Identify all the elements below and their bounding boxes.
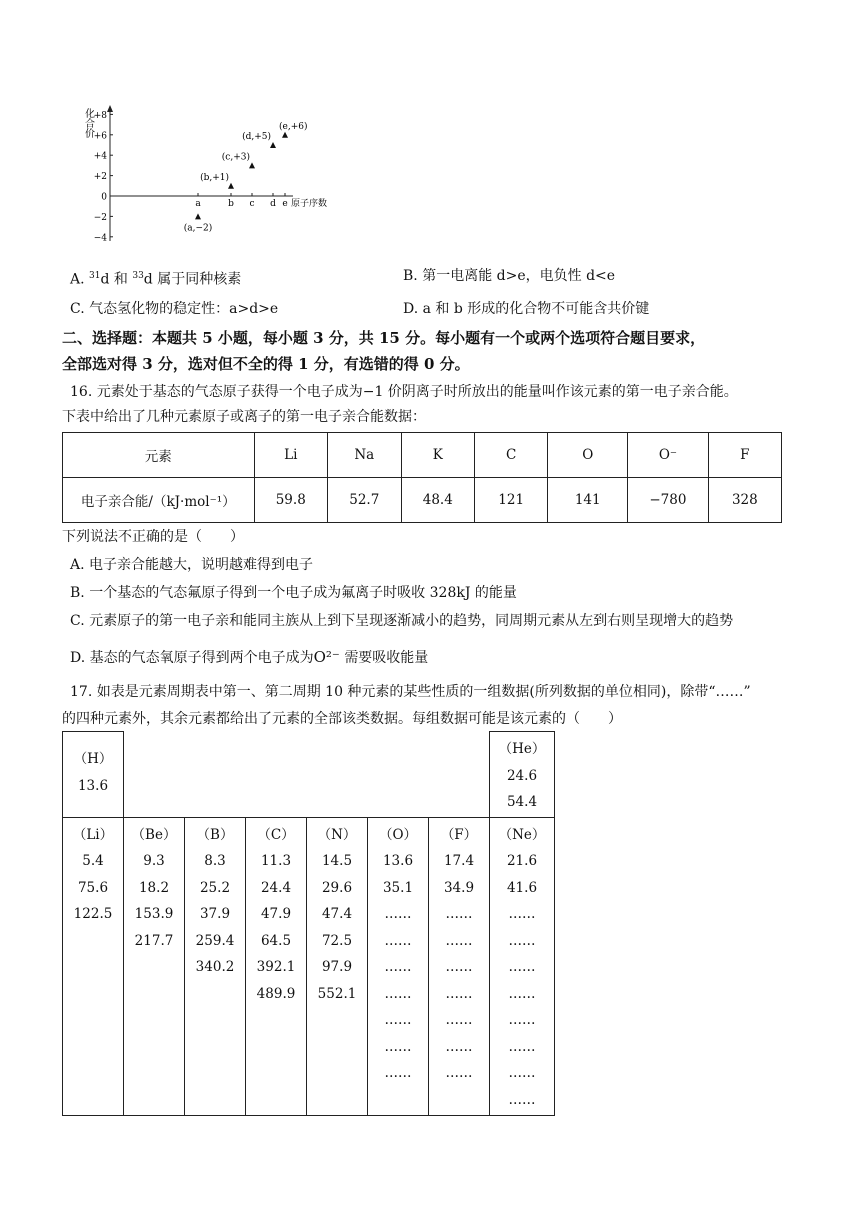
affinity-table bbox=[62, 432, 782, 523]
table-value: …… bbox=[508, 932, 536, 949]
table-value: …… bbox=[384, 1038, 412, 1055]
table-value: 34.9 bbox=[443, 879, 475, 896]
table-cell: 59.8 bbox=[254, 478, 328, 523]
table-value: 153.9 bbox=[134, 906, 174, 922]
table-value: （Ne） bbox=[498, 826, 546, 843]
table-value: …… bbox=[445, 1065, 473, 1081]
table-cell: Li bbox=[254, 433, 328, 478]
section-heading-line2: 全部选对得 3 分，选对但不全的得 1 分，有选错的得 0 分。 bbox=[62, 355, 470, 373]
q17-stem-line2: 的四种元素外，其余元素都给出了元素的全部该类数据。每组数据可能是该元素的（ ） bbox=[62, 711, 622, 727]
table-value: …… bbox=[508, 1091, 536, 1108]
table-value: …… bbox=[508, 1065, 536, 1081]
table-value: …… bbox=[508, 906, 536, 922]
table-value: 14.5 bbox=[321, 853, 353, 869]
table-row-label: 电子亲合能/（kJ·mol⁻¹） bbox=[63, 478, 255, 523]
table-header-label: 元素 bbox=[63, 433, 255, 478]
q17-stem-line1: 17. 如表是元素周期表中第一、第二周期 10 种元素的某些性质的一组数据(所列数据的单位相同)，除带“……” bbox=[70, 684, 751, 700]
table-gap bbox=[124, 732, 490, 818]
q15-option-a: A. $^{31}$d 和 $^{33}$d 属于同种核素 bbox=[70, 271, 242, 288]
table-column bbox=[307, 817, 368, 1115]
ionization-table bbox=[62, 731, 555, 1116]
table-value: （N） bbox=[317, 826, 357, 843]
table-value: …… bbox=[508, 1012, 536, 1028]
y-tick-label: +4 bbox=[93, 151, 107, 162]
table-value: …… bbox=[384, 985, 412, 1002]
y-tick-label: +8 bbox=[93, 110, 107, 121]
y-tick-label: +2 bbox=[93, 172, 107, 183]
table-cell: Na bbox=[328, 433, 402, 478]
table-value: …… bbox=[445, 1012, 473, 1028]
table-column bbox=[490, 817, 555, 1115]
table-value: …… bbox=[508, 985, 536, 1002]
table-value: …… bbox=[384, 1065, 412, 1081]
table-value: …… bbox=[445, 1038, 473, 1055]
table-value: （B） bbox=[196, 826, 234, 843]
table-value: 29.6 bbox=[321, 879, 353, 896]
table-value: 259.4 bbox=[195, 932, 235, 949]
table-cell: 121 bbox=[475, 478, 548, 523]
table-value: 41.6 bbox=[506, 879, 538, 896]
data-label: (e,+6) bbox=[279, 121, 308, 132]
table-cell: 141 bbox=[548, 478, 628, 523]
y-tick-label: −2 bbox=[93, 212, 107, 223]
table-value: （Li） bbox=[72, 826, 114, 843]
valence-chart bbox=[80, 100, 350, 250]
table-value: …… bbox=[384, 1012, 412, 1028]
q15-option-b: B. 第一电离能 d>e，电负性 d<e bbox=[403, 268, 616, 284]
table-value: 9.3 bbox=[143, 853, 165, 869]
table-value: 37.9 bbox=[199, 906, 231, 922]
section-heading-line1: 二、选择题：本题共 5 小题，每小题 3 分，共 15 分。每小题有一个或两个选项符合题目要求， bbox=[62, 329, 706, 347]
table-value: …… bbox=[445, 932, 473, 949]
x-axis-label: 原子序数 bbox=[291, 199, 328, 209]
x-tick-label: b bbox=[228, 199, 234, 209]
table-value: 25.2 bbox=[199, 879, 231, 896]
table-value: （O） bbox=[378, 826, 418, 843]
data-point bbox=[270, 142, 276, 148]
table-value: 64.5 bbox=[260, 932, 292, 949]
q16-option-a: A. 电子亲合能越大，说明越难得到电子 bbox=[70, 557, 314, 573]
table-cell: O bbox=[548, 433, 628, 478]
table-column bbox=[246, 817, 307, 1115]
table-cell: C bbox=[475, 433, 548, 478]
x-tick-label: e bbox=[282, 199, 288, 209]
table-value: 21.6 bbox=[506, 853, 538, 869]
data-label: (b,+1) bbox=[200, 172, 229, 183]
table-value: …… bbox=[384, 959, 412, 975]
table-value: 217.7 bbox=[134, 932, 174, 949]
x-tick-label: d bbox=[270, 199, 276, 209]
q16-stem-line2: 下表中给出了几种元素原子或离子的第一电子亲合能数据： bbox=[62, 409, 426, 425]
table-column bbox=[63, 817, 124, 1115]
table-cell: 48.4 bbox=[401, 478, 475, 523]
q16-option-d: D. 基态的气态氧原子得到两个电子成为O²⁻ 需要吸收能量 bbox=[70, 648, 429, 666]
y-tick-label: −4 bbox=[93, 233, 107, 244]
table-value: 489.9 bbox=[256, 985, 296, 1002]
q16-stem-line1: 16. 元素处于基态的气态原子获得一个电子成为−1 价阴离子时所放出的能量叫作该元素的第一电子亲合能。 bbox=[70, 384, 738, 400]
table-cell: 52.7 bbox=[328, 478, 402, 523]
table-value: …… bbox=[508, 1038, 536, 1055]
table-cell: K bbox=[401, 433, 475, 478]
table-value: 47.9 bbox=[260, 906, 292, 922]
q16-question: 下列说法不正确的是（ ） bbox=[62, 529, 244, 545]
table-value: （C） bbox=[257, 826, 295, 843]
y-tick-label: +6 bbox=[93, 131, 107, 142]
table-cell: −780 bbox=[628, 478, 709, 523]
table-cell-h: （H） 13.6 bbox=[63, 732, 124, 818]
table-cell: 328 bbox=[708, 478, 781, 523]
table-value: 75.6 bbox=[77, 879, 109, 896]
table-value: 97.9 bbox=[321, 959, 353, 975]
data-point bbox=[228, 183, 234, 189]
q15-option-d: D. a 和 b 形成的化合物不可能含共价键 bbox=[403, 301, 650, 317]
table-value: 122.5 bbox=[73, 906, 113, 922]
q16-option-c: C. 元素原子的第一电子亲和能同主族从上到下呈现逐渐减小的趋势，同周期元素从左到右则呈现增大的趋势 bbox=[70, 613, 734, 629]
table-value: 35.1 bbox=[382, 879, 414, 896]
table-value: 552.1 bbox=[317, 985, 357, 1002]
table-column bbox=[124, 817, 185, 1115]
table-value: …… bbox=[445, 985, 473, 1002]
table-value: …… bbox=[384, 932, 412, 949]
table-value: 392.1 bbox=[256, 959, 296, 975]
data-point bbox=[282, 132, 288, 138]
data-point bbox=[195, 213, 201, 219]
q16-option-b: B. 一个基态的气态氟原子得到一个电子成为氟离子时吸收 328kJ 的能量 bbox=[70, 585, 517, 601]
table-cell: F bbox=[708, 433, 781, 478]
table-value: 24.4 bbox=[260, 879, 292, 896]
table-value: （F） bbox=[440, 826, 478, 843]
table-value: 18.2 bbox=[138, 879, 170, 896]
table-column bbox=[368, 817, 429, 1115]
table-value: 17.4 bbox=[443, 853, 475, 869]
x-tick-label: a bbox=[195, 199, 201, 209]
table-value: 340.2 bbox=[195, 959, 235, 975]
data-point bbox=[249, 162, 255, 168]
x-tick-label: c bbox=[249, 199, 255, 209]
data-label: (d,+5) bbox=[242, 132, 271, 142]
y-axis-label: 化合价 bbox=[82, 108, 94, 138]
q15-option-c: C. 气态氢化物的稳定性：a>d>e bbox=[70, 301, 279, 317]
table-value: …… bbox=[445, 906, 473, 922]
table-value: 47.4 bbox=[321, 906, 353, 922]
data-label: (c,+3) bbox=[221, 152, 250, 163]
table-column bbox=[185, 817, 246, 1115]
y-axis-arrow bbox=[107, 105, 113, 112]
data-label: (a,−2) bbox=[183, 223, 213, 234]
table-value: 8.3 bbox=[204, 853, 226, 869]
table-value: 5.4 bbox=[82, 853, 104, 869]
table-value: 13.6 bbox=[382, 853, 414, 869]
table-cell-he: （He） 24.6 54.4 bbox=[490, 732, 555, 818]
table-value: …… bbox=[508, 959, 536, 975]
table-column bbox=[429, 817, 490, 1115]
table-cell: O⁻ bbox=[628, 433, 709, 478]
table-value: 72.5 bbox=[321, 932, 353, 949]
table-value: 11.3 bbox=[260, 853, 292, 869]
table-value: （Be） bbox=[131, 826, 177, 843]
table-value: …… bbox=[445, 959, 473, 975]
y-tick-label: 0 bbox=[101, 192, 107, 203]
table-value: …… bbox=[384, 906, 412, 922]
